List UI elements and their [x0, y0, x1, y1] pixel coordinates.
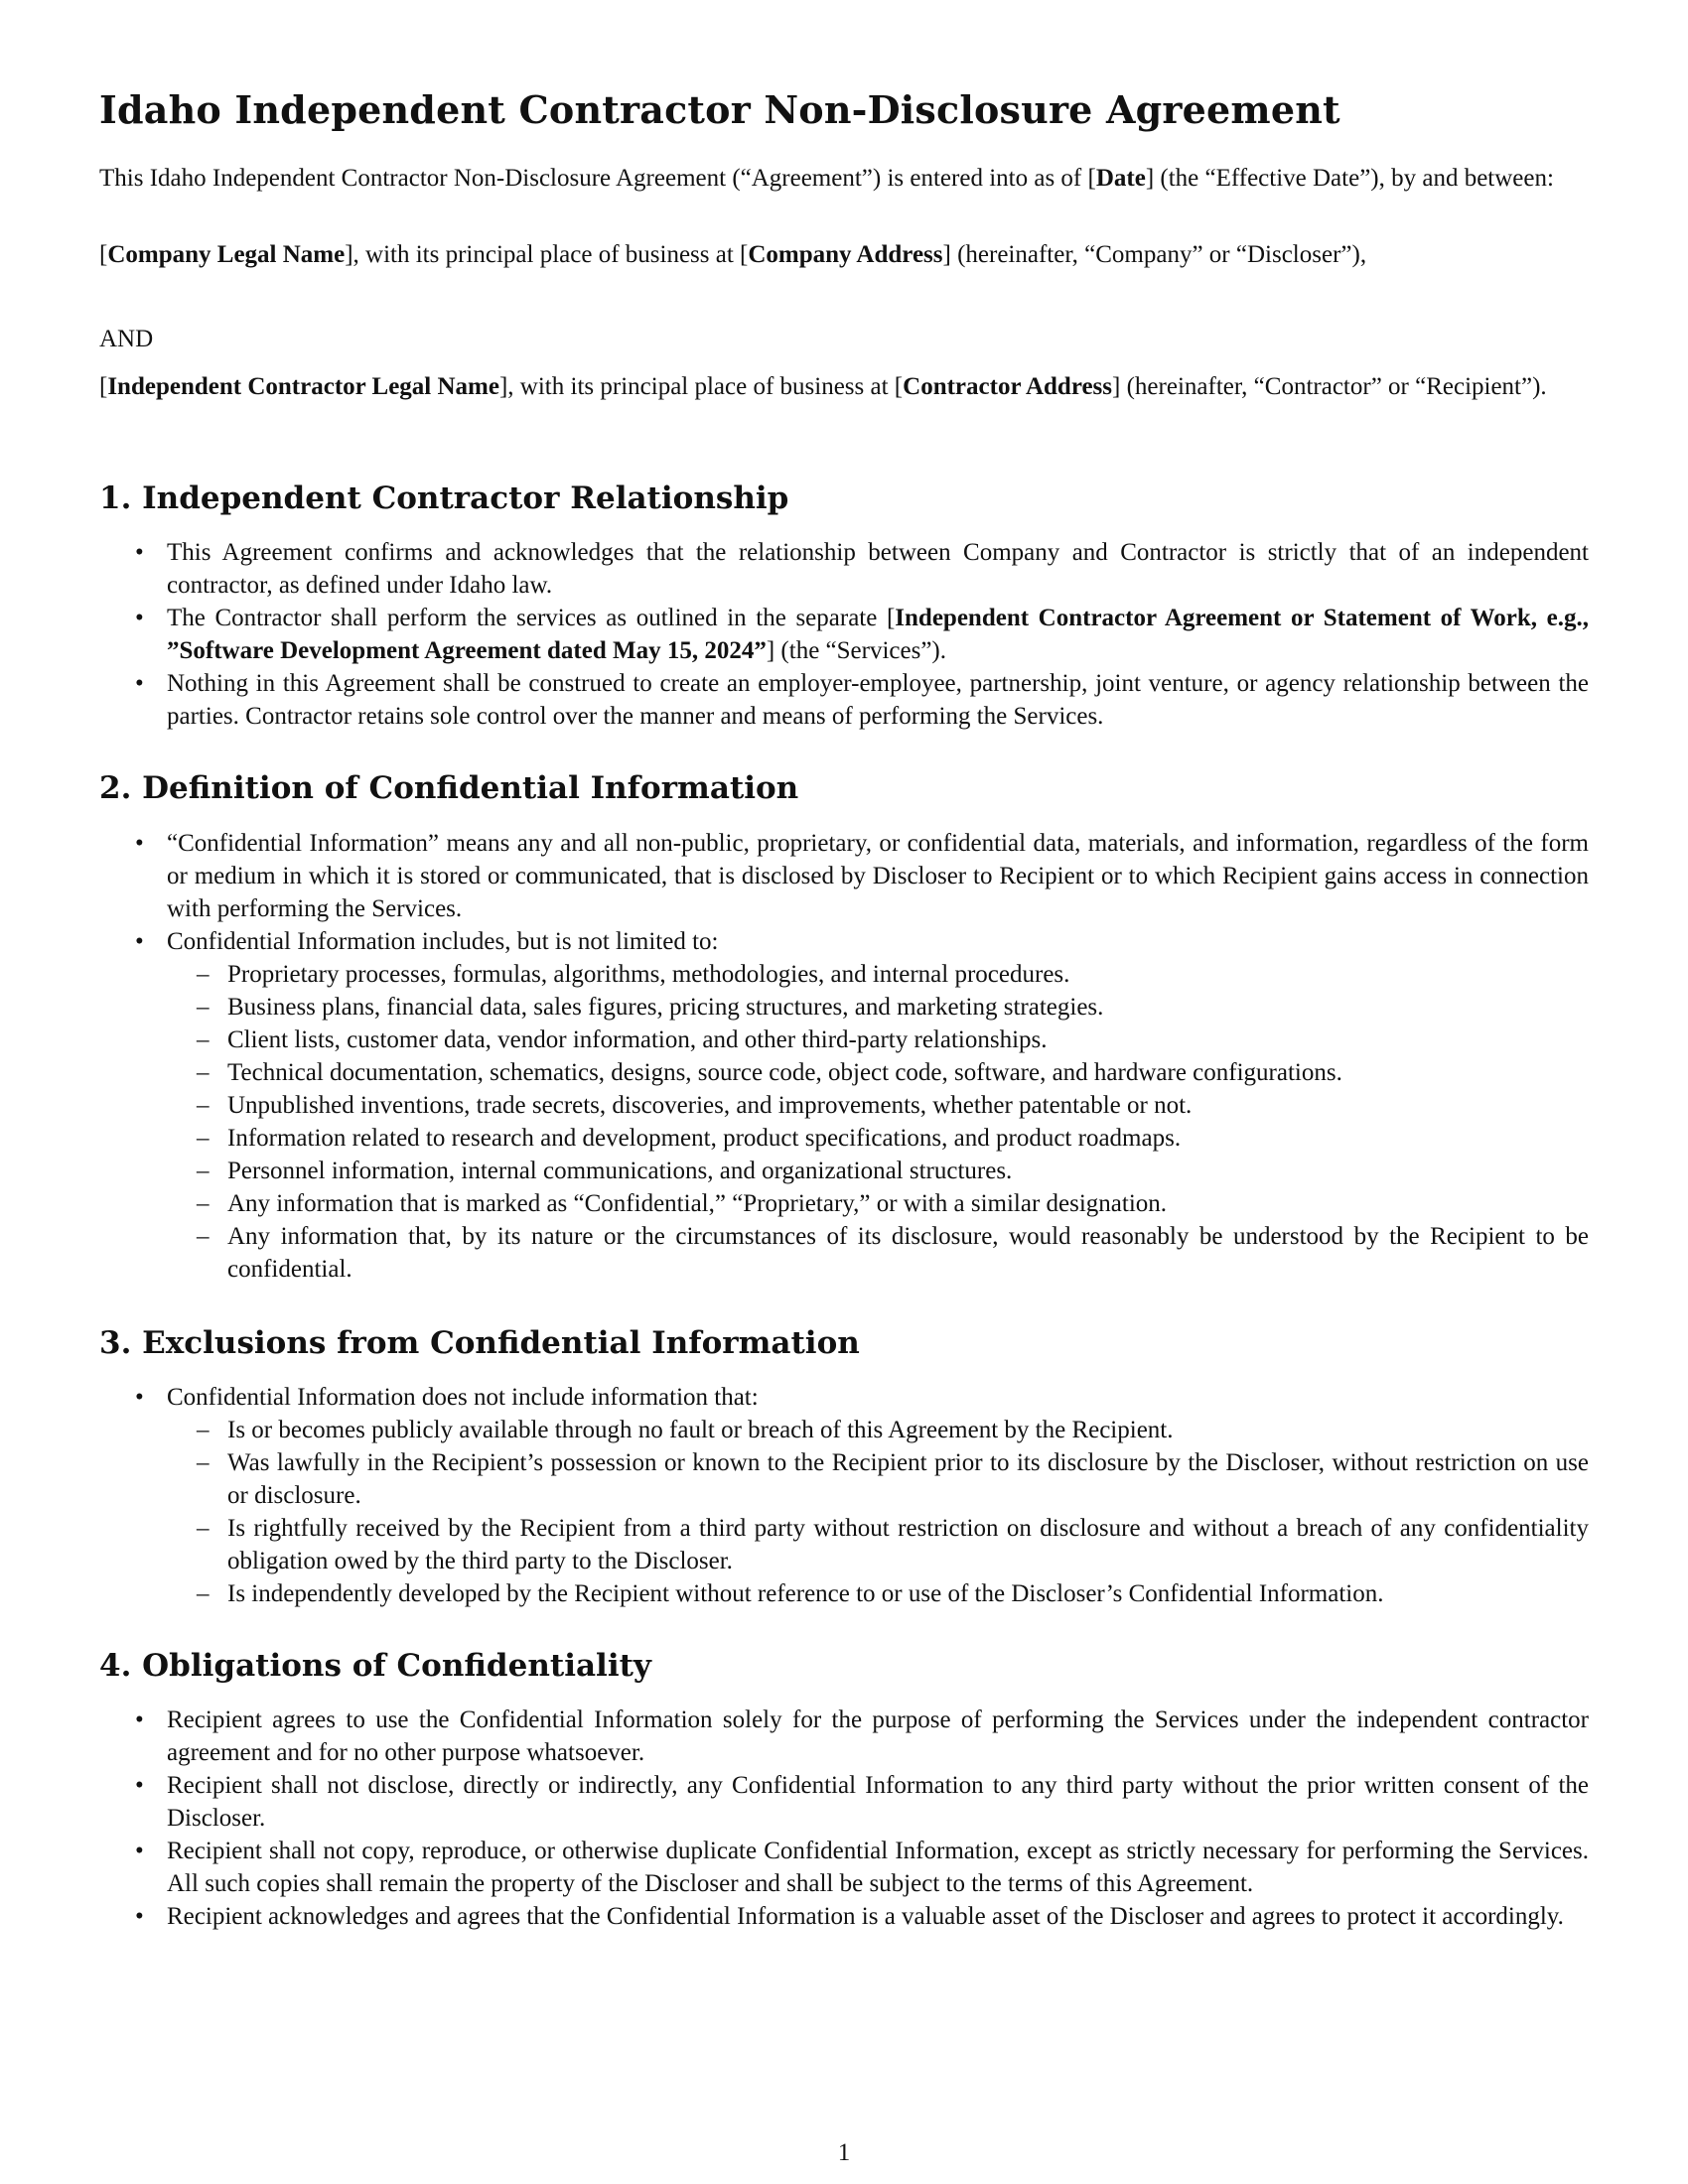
intro-text: ], with its principal place of business at [ — [498, 373, 904, 400]
sub-list-item: – Technical documentation, schematics, designs, source code, object code, software, and hardware configurations. — [167, 1056, 1589, 1089]
company-address-placeholder: Company Address — [748, 241, 943, 268]
sub-list-item: – Any information that, by its nature or the circumstances of its disclosure, would reasonably be understood by the Recipient to be confidential. — [167, 1220, 1589, 1286]
list-item: • Recipient shall not copy, reproduce, or otherwise duplicate Confidential Information, except as strictly necessary for performing the Services. All such copies shall remain the property of the Discloser and shall be subject to the terms of this Agreement. — [99, 1835, 1589, 1900]
intro-and: AND — [99, 326, 154, 352]
section-heading-3: 3. Exclusions from Confidential Information — [99, 1325, 860, 1361]
sub-list-item: – Client lists, customer data, vendor information, and other third-party relationships. — [167, 1024, 1589, 1056]
list-item: • Confidential Information includes, but is not limited to: – Proprietary processes, formulas, algorithms, methodologies, and internal procedures. – Business plans, financial data, sales figures, pricing structures, and marketing strategies. – Client lists, customer data, vendor information, and other third-party relationships. – Technical documentation, schematics, designs, source code, object code, software, and hardware configurations. – Unpublished inventions, trade secrets, discoveries, and improvements, whether patentable or not. – Information related to research and development, product specifications, and product roadmaps. – Personnel information, internal communications, and organizational structures. – Any information that is marked as “Confidential,” “Proprietary,” or with a similar designation. – Any information that, by its nature or the circumstances of its disclosure, would reasonably be understood by the Recipient to be confidential. — [99, 925, 1589, 1286]
sub-list-item: – Any information that is marked as “Confidential,” “Proprietary,” or with a similar designation. — [167, 1187, 1589, 1220]
intro-text: ] (hereinafter, “Contractor” or “Recipient”). — [1112, 373, 1547, 400]
sub-list-item: – Unpublished inventions, trade secrets, discoveries, and improvements, whether patentable or not. — [167, 1089, 1589, 1122]
section-1-list — [99, 536, 1589, 733]
sub-list-item: – Business plans, financial data, sales figures, pricing structures, and marketing strategies. — [167, 991, 1589, 1024]
intro-paragraph-company — [99, 238, 1589, 271]
list-item: • Recipient shall not disclose, directly or indirectly, any Confidential Information to any third party without the prior written consent of the Discloser. — [99, 1769, 1589, 1835]
intro-text: ] (hereinafter, “Company” or “Discloser”), — [942, 241, 1367, 268]
list-item: • The Contractor shall perform the services as outlined in the separate [Independent Contractor Agreement or Statement of Work, e.g., ”Software Development Agreement dated May 15, 2024”] (the “Services”). — [99, 602, 1589, 667]
section-3-sublist — [167, 1414, 1589, 1610]
section-2-list — [99, 827, 1589, 1286]
intro-text: This Idaho Independent Contractor Non-Disclosure Agreement (“Agreement”) is entered into as of [ — [99, 165, 1096, 192]
section-heading-2: 2. Definition of Confidential Information — [99, 770, 799, 806]
section-heading-4: 4. Obligations of Confidentiality — [99, 1648, 651, 1684]
page-number: 1 — [837, 2139, 851, 2166]
document-title: Idaho Independent Contractor Non-Disclosure Agreement — [99, 87, 1340, 132]
list-item: • “Confidential Information” means any and all non-public, proprietary, or confidential data, materials, and information, regardless of the form or medium in which it is stored or communicated, that is disclosed by Discloser to Recipient or to which Recipient gains access in connection with performing the Services. — [99, 827, 1589, 925]
sub-list-item: – Personnel information, internal communications, and organizational structures. — [167, 1155, 1589, 1187]
services-agreement-placeholder: Independent Contractor Agreement or Statement of Work, e.g., ”Software Development Agreement dated May 15, 2024” — [167, 605, 1589, 664]
section-heading-1: 1. Independent Contractor Relationship — [99, 480, 789, 516]
intro-text: ], with its principal place of business at [ — [345, 241, 749, 268]
section-2-sublist — [167, 958, 1589, 1286]
sub-list-item: – Is independently developed by the Recipient without reference to or use of the Discloser’s Confidential Information. — [167, 1577, 1589, 1610]
date-placeholder: Date — [1095, 165, 1146, 192]
list-item: • Nothing in this Agreement shall be construed to create an employer-employee, partnership, joint venture, or agency relationship between the parties. Contractor retains sole control over the manner and means of performing the Services. — [99, 667, 1589, 733]
sub-list-item: – Information related to research and development, product specifications, and product roadmaps. — [167, 1122, 1589, 1155]
intro-text: [ — [99, 241, 108, 268]
intro-text: ] (the “Effective Date”), by and between: — [1145, 165, 1554, 192]
contractor-name-placeholder: Independent Contractor Legal Name — [107, 373, 499, 400]
section-4-list — [99, 1704, 1589, 1933]
sub-list-item: – Is or becomes publicly available through no fault or breach of this Agreement by the Recipient. — [167, 1414, 1589, 1446]
contractor-address-placeholder: Contractor Address — [903, 373, 1113, 400]
intro-text: [ — [99, 373, 108, 400]
list-item: • Recipient agrees to use the Confidential Information solely for the purpose of performing the Services under the independent contractor agreement and for no other purpose whatsoever. — [99, 1704, 1589, 1769]
sub-list-item: – Was lawfully in the Recipient’s possession or known to the Recipient prior to its disclosure by the Discloser, without restriction on use or disclosure. — [167, 1446, 1589, 1512]
list-item: • Confidential Information does not include information that: – Is or becomes publicly available through no fault or breach of this Agreement by the Recipient. – Was lawfully in the Recipient’s possession or known to the Recipient prior to its disclosure by the Discloser, without restriction on use or disclosure. – Is rightfully received by the Recipient from a third party without restriction on disclosure and without a breach of any confidentiality obligation owed by the third party to the Discloser. – Is independently developed by the Recipient without reference to or use of the Discloser’s Confidential Information. — [99, 1381, 1589, 1610]
section-3-list — [99, 1381, 1589, 1610]
sub-list-item: – Is rightfully received by the Recipient from a third party without restriction on disclosure and without a breach of any confidentiality obligation owed by the third party to the Discloser. — [167, 1512, 1589, 1577]
intro-paragraph-contractor — [99, 370, 1589, 403]
list-item: • This Agreement confirms and acknowledges that the relationship between Company and Contractor is strictly that of an independent contractor, as defined under Idaho law. — [99, 536, 1589, 602]
intro-paragraph-effective-date — [99, 162, 1589, 195]
list-item: • Recipient acknowledges and agrees that the Confidential Information is a valuable asset of the Discloser and agrees to protect it accordingly. — [99, 1900, 1589, 1933]
document-page — [99, 0, 1589, 2184]
company-name-placeholder: Company Legal Name — [107, 241, 346, 268]
sub-list-item: – Proprietary processes, formulas, algorithms, methodologies, and internal procedures. — [167, 958, 1589, 991]
